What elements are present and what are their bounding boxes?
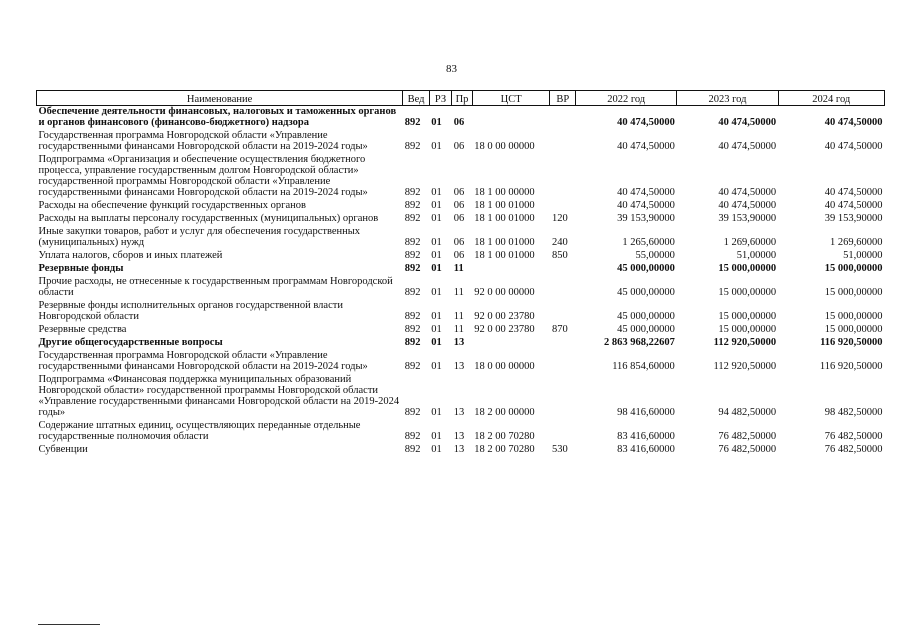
- row-vr-cell: [550, 274, 576, 298]
- page-number: 83: [446, 63, 457, 75]
- row-rz-cell: 01: [431, 337, 442, 348]
- row-2022-cell: 40 474,50000: [617, 200, 675, 211]
- row-2022-cell: 40 474,50000: [617, 141, 675, 152]
- row-2024-cell: 40 474,50000: [824, 187, 883, 198]
- row-name-cell: Государственная программа Новгородской области «Управление государственными финансами Новгородской области на 2019-2024 годы»: [38, 350, 368, 372]
- row-name-cell: Резервные фонды исполнительных органов государственной власти Новгородской области: [38, 300, 343, 322]
- row-2023-cell: 15 000,00000: [718, 324, 777, 335]
- row-vr-cell: [550, 198, 576, 211]
- header-2023: 2023 год: [677, 91, 778, 106]
- row-ved-cell: 892: [404, 311, 421, 322]
- row-2023-cell: 94 482,50000: [718, 407, 777, 418]
- row-2022-cell: 45 000,00000: [617, 287, 675, 298]
- row-2022-cell: 45 000,00000: [617, 311, 675, 322]
- row-pr-cell: 06: [453, 117, 465, 128]
- row-vr-cell: [550, 152, 576, 198]
- row-2023-cell: 15 000,00000: [718, 287, 777, 298]
- row-vr-cell: [550, 261, 576, 274]
- row-pr-cell: 06: [453, 213, 465, 224]
- table-row: [37, 322, 885, 335]
- row-cst-cell: 18 1 00 01000: [474, 250, 535, 261]
- table-header-row: [37, 91, 885, 106]
- row-2023-cell: 1 269,60000: [723, 237, 777, 248]
- row-name-cell: Обеспечение деятельности финансовых, налоговых и таможенных органов и органов финансового (финансово-бюджетного) надзора: [38, 106, 397, 128]
- row-ved-cell: 892: [404, 250, 421, 261]
- row-pr-cell: 13: [453, 361, 465, 372]
- row-2022-cell: 116 854,60000: [612, 361, 675, 372]
- row-2023-cell: 15 000,00000: [718, 311, 777, 322]
- row-cst-cell: 92 0 00 23780: [474, 311, 535, 322]
- row-2022-cell: 40 474,50000: [617, 187, 675, 198]
- row-ved-cell: 892: [404, 117, 421, 128]
- row-ved-cell: 892: [404, 337, 421, 348]
- row-2024-cell: 40 474,50000: [824, 117, 883, 128]
- table-row: [37, 224, 885, 248]
- row-cst-cell: 18 1 00 00000: [474, 187, 535, 198]
- table-row: [37, 128, 885, 152]
- header-ved: Вед: [403, 91, 430, 106]
- row-ved-cell: 892: [404, 444, 421, 455]
- row-2024-cell: 76 482,50000: [824, 444, 883, 455]
- row-pr-cell: 11: [453, 311, 464, 322]
- header-cst: ЦСТ: [472, 91, 550, 106]
- header-vr: ВР: [550, 91, 576, 106]
- table-row: [37, 298, 885, 322]
- row-2024-cell: 15 000,00000: [824, 311, 883, 322]
- row-2024-cell: 98 482,50000: [824, 407, 883, 418]
- row-rz-cell: 01: [431, 431, 442, 442]
- row-pr-cell: 13: [453, 337, 465, 348]
- row-cst-cell: 18 2 00 70280: [474, 444, 535, 455]
- row-name-cell: Иные закупки товаров, работ и услуг для обеспечения государственных (муниципальных) нужд: [38, 226, 361, 248]
- row-cst-cell: 18 2 00 00000: [474, 407, 535, 418]
- table-row: [37, 152, 885, 198]
- table-row: [37, 348, 885, 372]
- row-2024-cell: 15 000,00000: [824, 263, 883, 274]
- row-2024-cell: 116 920,50000: [819, 361, 883, 372]
- row-2024-cell: 116 920,50000: [820, 337, 883, 348]
- row-rz-cell: 01: [431, 287, 442, 298]
- row-ved-cell: 892: [404, 141, 421, 152]
- row-ved-cell: 892: [404, 361, 421, 372]
- row-2022-cell: 55,00000: [635, 250, 675, 261]
- row-vr-cell: [550, 418, 576, 442]
- row-cst-cell: 18 1 00 01000: [474, 200, 535, 211]
- row-name-cell: Государственная программа Новгородской области «Управление государственными финансами Новгородской области на 2019-2024 годы»: [38, 130, 368, 152]
- row-ved-cell: 892: [404, 187, 421, 198]
- header-2022: 2022 год: [576, 91, 677, 106]
- row-ved-cell: 892: [404, 287, 421, 298]
- row-2023-cell: 15 000,00000: [718, 263, 777, 274]
- row-2022-cell: 83 416,60000: [617, 431, 675, 442]
- row-2024-cell: 15 000,00000: [824, 287, 883, 298]
- budget-table: [36, 90, 885, 455]
- header-rz: РЗ: [429, 91, 452, 106]
- table-row: [37, 106, 885, 129]
- row-pr-cell: 13: [453, 407, 465, 418]
- row-cst-cell: 18 1 00 01000: [474, 237, 535, 248]
- row-cst-cell: 18 0 00 00000: [474, 141, 535, 152]
- row-vr-cell: 240: [551, 237, 568, 248]
- table-row: [37, 442, 885, 455]
- row-rz-cell: 01: [431, 311, 442, 322]
- row-vr-cell: [550, 335, 576, 348]
- row-pr-cell: 13: [453, 431, 465, 442]
- row-pr-cell: 11: [453, 287, 464, 298]
- row-cst-cell: 18 1 00 01000: [474, 213, 535, 224]
- row-cst-cell: 18 2 00 70280: [474, 431, 535, 442]
- row-pr-cell: 06: [453, 141, 465, 152]
- row-2022-cell: 40 474,50000: [617, 117, 675, 128]
- row-vr-cell: [550, 372, 576, 418]
- row-rz-cell: 01: [431, 361, 442, 372]
- row-name-cell: Субвенции: [38, 444, 88, 455]
- table-row: [37, 335, 885, 348]
- row-rz-cell: 01: [431, 141, 442, 152]
- row-2023-cell: 39 153,90000: [718, 213, 777, 224]
- table-row: [37, 274, 885, 298]
- row-rz-cell: 01: [431, 187, 442, 198]
- row-vr-cell: 530: [551, 444, 568, 455]
- row-2022-cell: 98 416,60000: [617, 407, 675, 418]
- row-cst-cell: 92 0 00 23780: [474, 324, 535, 335]
- row-ved-cell: 892: [404, 213, 421, 224]
- row-vr-cell: [550, 298, 576, 322]
- row-name-cell: Расходы на выплаты персоналу государственных (муниципальных) органов: [38, 213, 379, 224]
- row-name-cell: Другие общегосударственные вопросы: [38, 337, 223, 348]
- row-pr-cell: 06: [453, 187, 465, 198]
- row-2022-cell: 45 000,00000: [617, 263, 675, 274]
- row-name-cell: Содержание штатных единиц, осуществляющих переданные отдельные государственные полномочия области: [38, 420, 361, 442]
- row-2024-cell: 15 000,00000: [824, 324, 883, 335]
- row-2024-cell: 1 269,60000: [830, 237, 883, 248]
- row-rz-cell: 01: [431, 444, 442, 455]
- row-vr-cell: 870: [551, 324, 568, 335]
- row-2024-cell: 76 482,50000: [824, 431, 883, 442]
- row-2023-cell: 76 482,50000: [718, 431, 777, 442]
- row-rz-cell: 01: [431, 213, 442, 224]
- header-name: Наименование: [37, 91, 403, 106]
- table-body: [37, 106, 885, 456]
- table-row: [37, 418, 885, 442]
- table-row: [37, 211, 885, 224]
- row-rz-cell: 01: [431, 200, 442, 211]
- table-row: [37, 261, 885, 274]
- row-2023-cell: 51,00000: [736, 250, 777, 261]
- row-name-cell: Уплата налогов, сборов и иных платежей: [38, 250, 223, 261]
- row-vr-cell: 120: [551, 213, 568, 224]
- row-2024-cell: 51,00000: [843, 250, 883, 261]
- row-vr-cell: [550, 128, 576, 152]
- row-pr-cell: 11: [453, 324, 464, 335]
- row-name-cell: Расходы на обеспечение функций государственных органов: [38, 200, 306, 211]
- row-cst-cell: [472, 335, 550, 348]
- row-2022-cell: 1 265,60000: [622, 237, 675, 248]
- row-pr-cell: 06: [453, 237, 465, 248]
- row-2024-cell: 40 474,50000: [824, 200, 883, 211]
- row-pr-cell: 06: [453, 200, 465, 211]
- row-ved-cell: 892: [404, 263, 421, 274]
- row-name-cell: Резервные средства: [38, 324, 127, 335]
- row-ved-cell: 892: [404, 407, 421, 418]
- row-vr-cell: [550, 106, 576, 129]
- table-row: [37, 372, 885, 418]
- header-2024: 2024 год: [778, 91, 884, 106]
- row-name-cell: Подпрограмма «Организация и обеспечение осуществления бюджетного процесса, управление государственным долгом Новгородской области» государственной программы Новгородской области «Управление государственными финансами Новгородской области на 2019-2024 годы»: [38, 154, 368, 198]
- row-rz-cell: 01: [431, 407, 442, 418]
- row-cst-cell: [472, 261, 550, 274]
- row-cst-cell: 18 0 00 00000: [474, 361, 535, 372]
- row-name-cell: Резервные фонды: [38, 263, 124, 274]
- row-ved-cell: 892: [404, 200, 421, 211]
- row-2023-cell: 40 474,50000: [718, 187, 777, 198]
- row-pr-cell: 11: [453, 263, 464, 274]
- row-2022-cell: 2 863 968,22607: [603, 337, 675, 348]
- row-2023-cell: 40 474,50000: [718, 117, 777, 128]
- header-pr: Пр: [452, 91, 472, 106]
- table-row: [37, 248, 885, 261]
- row-2022-cell: 39 153,90000: [617, 213, 675, 224]
- row-rz-cell: 01: [431, 324, 442, 335]
- row-2023-cell: 76 482,50000: [718, 444, 777, 455]
- row-pr-cell: 06: [453, 250, 465, 261]
- row-name-cell: Прочие расходы, не отнесенные к государственным программам Новгородской области: [38, 276, 393, 298]
- row-2024-cell: 39 153,90000: [824, 213, 883, 224]
- row-rz-cell: 01: [431, 263, 442, 274]
- footer-divider: [38, 624, 100, 625]
- row-rz-cell: 01: [431, 117, 442, 128]
- row-2023-cell: 112 920,50000: [713, 337, 777, 348]
- row-ved-cell: 892: [404, 431, 421, 442]
- row-vr-cell: [550, 348, 576, 372]
- row-ved-cell: 892: [404, 237, 421, 248]
- row-2022-cell: 45 000,00000: [617, 324, 675, 335]
- row-pr-cell: 13: [453, 444, 465, 455]
- row-rz-cell: 01: [431, 237, 442, 248]
- row-rz-cell: 01: [431, 250, 442, 261]
- row-name-cell: Подпрограмма «Финансовая поддержка муниципальных образований Новгородской области» государственной программы Новгородской области «Управление государственными финансами Новгородской области на 2019-2024 годы»: [38, 374, 400, 418]
- row-ved-cell: 892: [404, 324, 421, 335]
- row-2023-cell: 112 920,50000: [713, 361, 777, 372]
- row-2022-cell: 83 416,60000: [617, 444, 675, 455]
- row-2023-cell: 40 474,50000: [718, 141, 777, 152]
- row-cst-cell: [472, 106, 550, 129]
- table-row: [37, 198, 885, 211]
- row-2023-cell: 40 474,50000: [718, 200, 777, 211]
- row-cst-cell: 92 0 00 00000: [474, 287, 535, 298]
- row-2024-cell: 40 474,50000: [824, 141, 883, 152]
- row-vr-cell: 850: [551, 250, 568, 261]
